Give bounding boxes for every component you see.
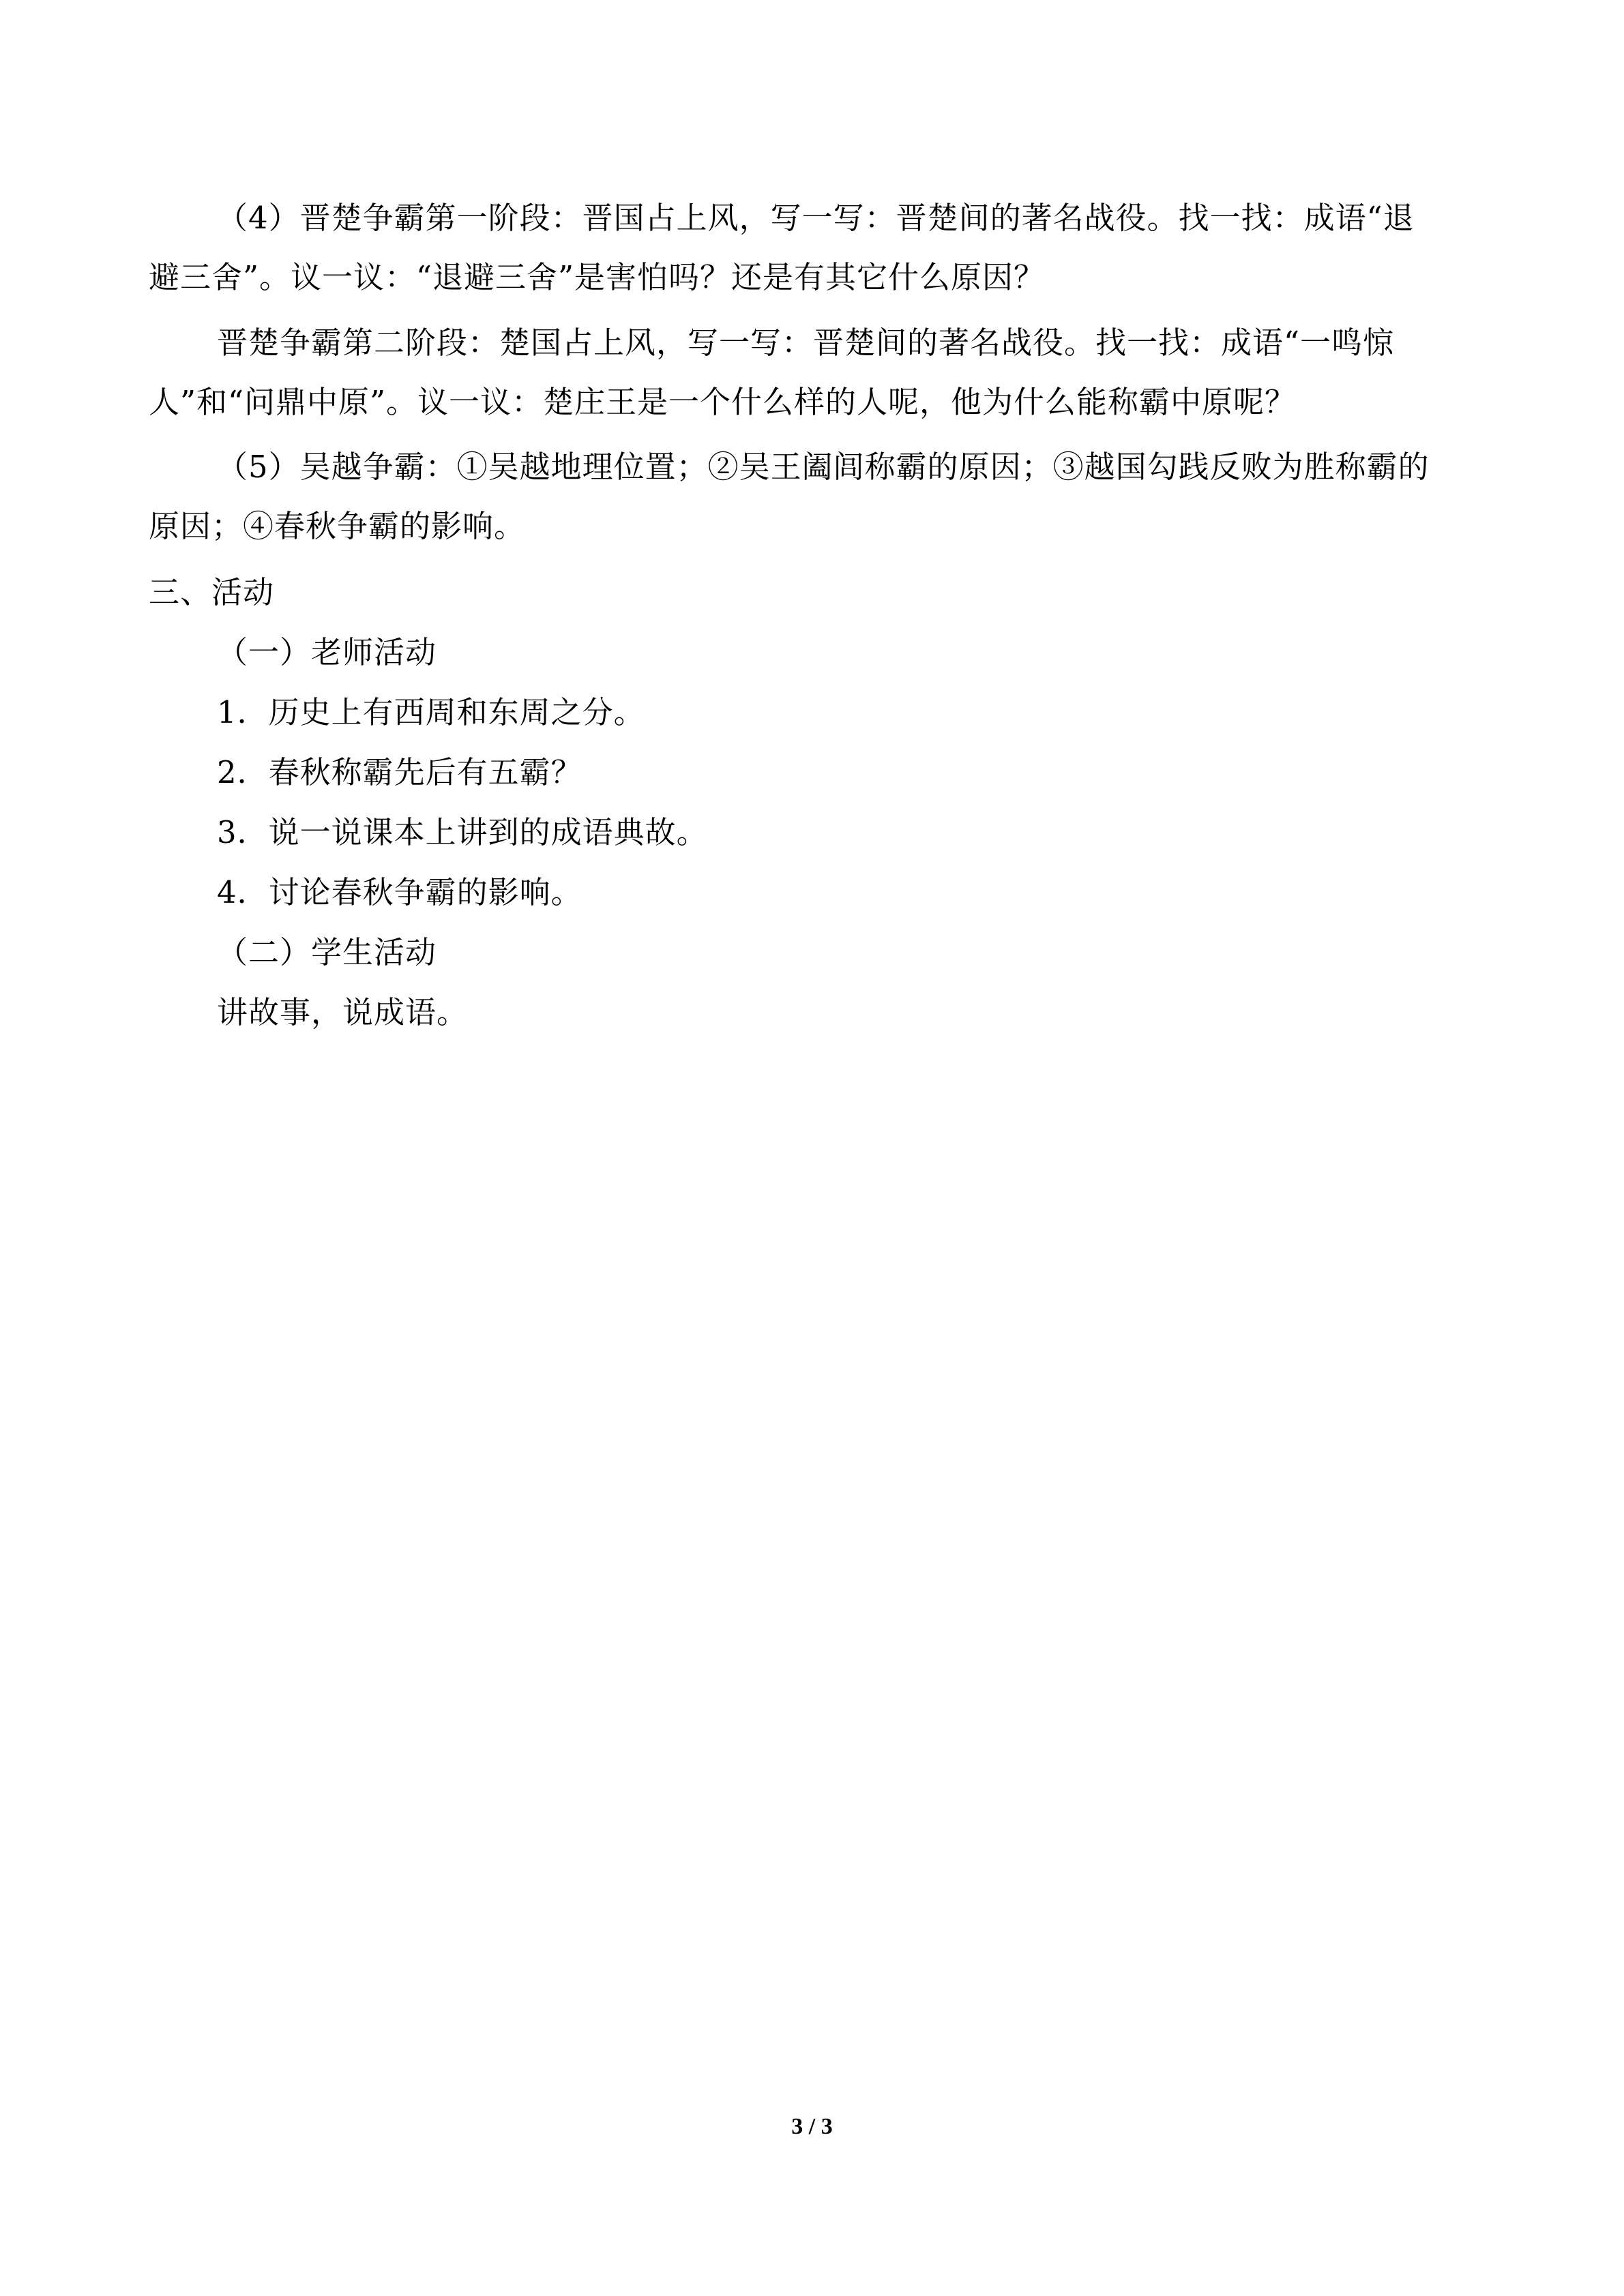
subsection-heading: （一）老师活动 bbox=[217, 634, 437, 670]
text-line: 人”和“问鼎中原”。议一议：楚庄王是一个什么样的人呢，他为什么能称霸中原呢？ bbox=[149, 384, 1297, 420]
list-item: 2．春秋称霸先后有五霸？ bbox=[217, 754, 582, 790]
text-line: （4）晋楚争霸第一阶段：晋国占上风，写一写：晋楚间的著名战役。找一找：成语“退 bbox=[217, 200, 1415, 236]
text-line: 讲故事，说成语。 bbox=[217, 994, 469, 1030]
text-line: （5）吴越争霸：①吴越地理位置；②吴王阖闾称霸的原因；③越国勾践反败为胜称霸的 bbox=[217, 449, 1430, 485]
section-heading: 三、活动 bbox=[149, 574, 275, 610]
text-line: 避三舍”。议一议：“退避三舍”是害怕吗？还是有其它什么原因？ bbox=[149, 259, 1046, 295]
subsection-heading: （二）学生活动 bbox=[217, 934, 437, 970]
list-item: 3．说一说课本上讲到的成语典故。 bbox=[217, 814, 708, 850]
text-line: 原因；④春秋争霸的影响。 bbox=[149, 508, 526, 544]
page-number: 3 / 3 bbox=[791, 2114, 833, 2139]
text-line: 晋楚争霸第二阶段：楚国占上风，写一写：晋楚间的著名战役。找一找：成语“一鸣惊 bbox=[217, 325, 1395, 361]
list-item: 1．历史上有西周和东周之分。 bbox=[217, 694, 645, 730]
list-item: 4．讨论春秋争霸的影响。 bbox=[217, 874, 582, 910]
